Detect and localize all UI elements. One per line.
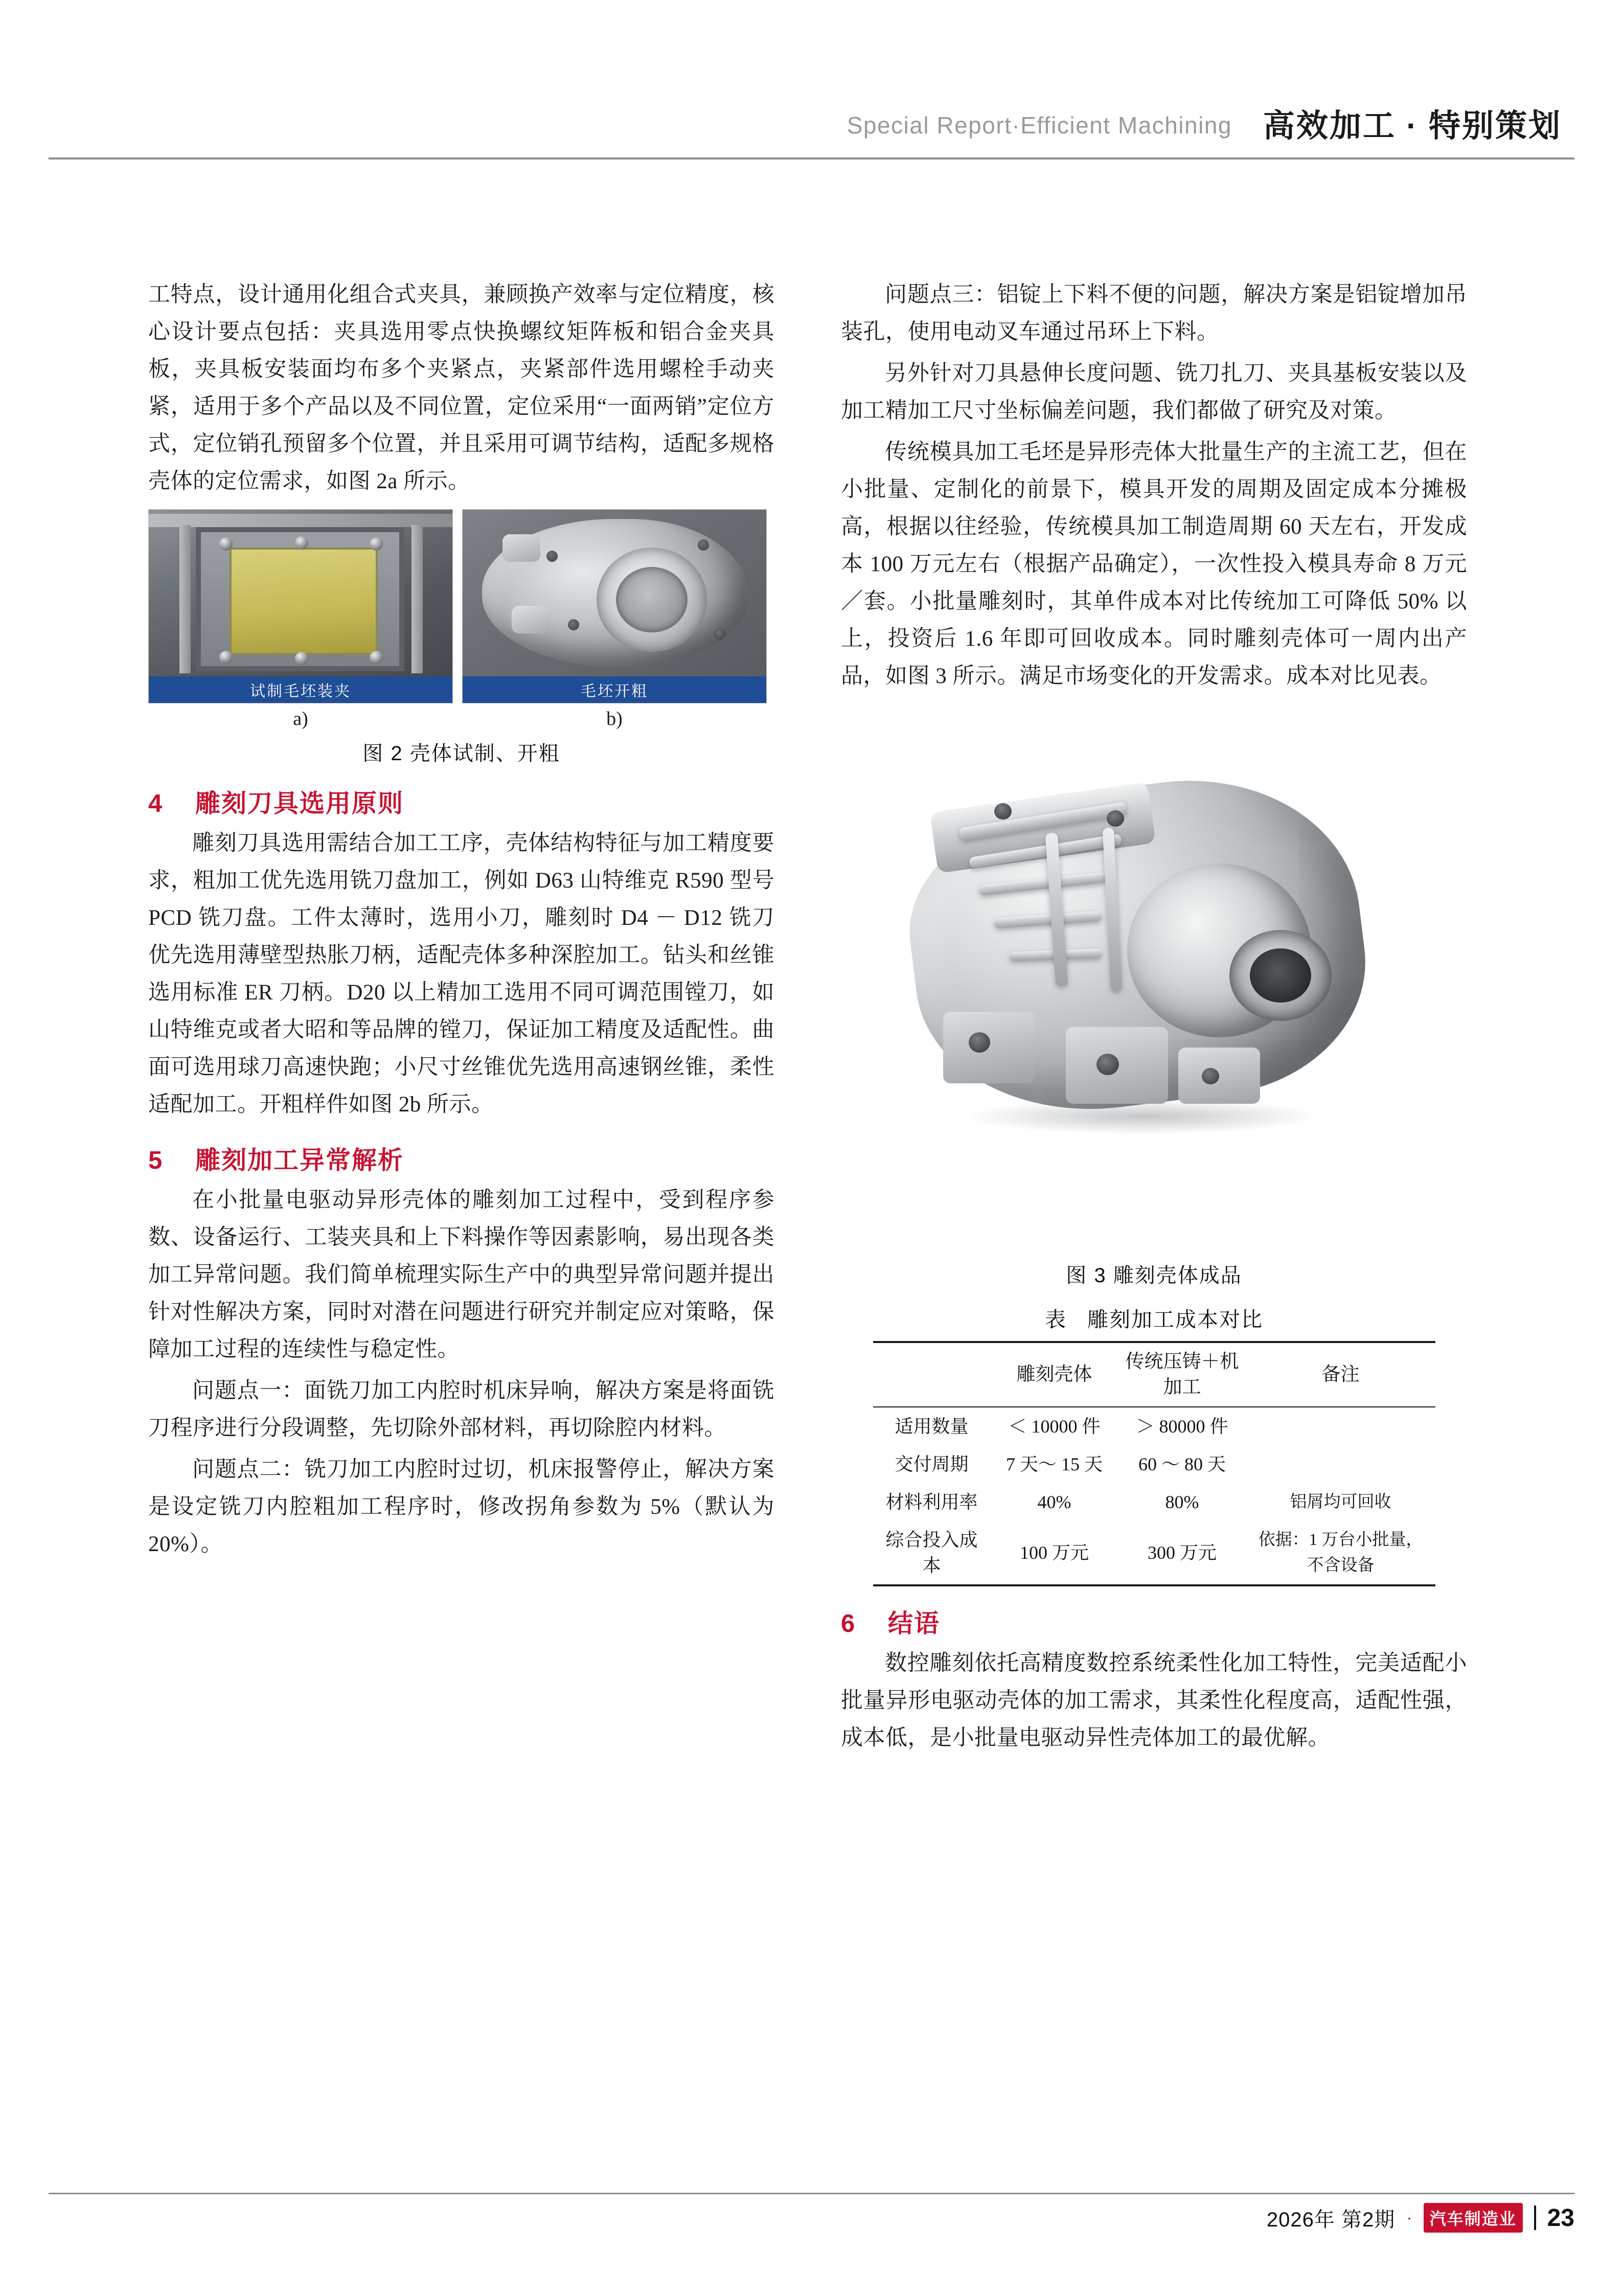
section-5-paragraph-3: 问题点二：铣刀加工内腔时过切，机床报警停止，解决方案是设定铣刀内腔粗加工程序时，修改拐角参数为 5%（默认为 20%）。 xyxy=(148,1458,774,1556)
table-label: 表 xyxy=(1045,1308,1067,1331)
footer-issue-date: 2026年 第2期 xyxy=(1266,2208,1396,2231)
table-header-row xyxy=(873,1342,1435,1407)
header-english-title: Special Report·Efficient Machining xyxy=(847,112,1232,139)
table-header-0 xyxy=(873,1342,991,1407)
right-paragraph-3: 传统模具加工毛坯是异形壳体大批量生产的主流工艺，但在小批量、定制化的前景下，模具开发的周期及固定成本分摊极高，根据以往经验，传统模具加工制造周期 60 天左右，开发成本 100 万元左右（根据产品确定），一次性投入模具寿命 8 万元／套。小批量雕刻时，其单件成本对比传统加工可降低 50% 以上，投资后 1.6 年即可回收成本。同时雕刻壳体可一周内出产品，如图 3 所示。满足市场变化的开发需求。成本对比见表。 xyxy=(841,440,1467,688)
section-4-title: 雕刻刀具选用原则 xyxy=(195,790,404,817)
figure-2 xyxy=(148,509,774,766)
section-heading-6 xyxy=(841,1604,1467,1640)
row-2-note: 铝屑均可回收 xyxy=(1290,1493,1391,1511)
figure-3 xyxy=(841,710,1467,1288)
section-4-number: 4 xyxy=(148,790,163,817)
page-header xyxy=(0,92,1623,169)
figure-2b-photo-label: 毛坯开粗 xyxy=(463,676,766,703)
row-2-label: 材料利用率 xyxy=(885,1492,978,1512)
row-0-note xyxy=(1246,1407,1435,1445)
row-0-label: 适用数量 xyxy=(895,1416,969,1437)
table-row xyxy=(873,1407,1435,1445)
table-header-1: 雕刻壳体 xyxy=(991,1342,1118,1407)
figure-2a-sublabel: a) xyxy=(293,708,308,730)
header-divider xyxy=(49,157,1574,160)
table-title-text: 雕刻加工成本对比 xyxy=(1087,1308,1263,1331)
row-2-value-1: 40% xyxy=(1037,1492,1071,1512)
section-heading-4 xyxy=(148,784,774,820)
row-3-note: 依据：1 万台小批量，不含设备 xyxy=(1246,1521,1435,1585)
section-6-number: 6 xyxy=(841,1610,855,1638)
section-6-paragraph: 数控雕刻依托高精度数控系统柔性化加工特性，完美适配小批量异形电驱动壳体的加工需求，其柔性化程度高，适配性强，成本低，是小批量电驱动异性壳体加工的最优解。 xyxy=(841,1651,1467,1750)
row-3-value-1: 100 万元 xyxy=(991,1521,1118,1585)
figure-2-caption: 图 2 壳体试制、开粗 xyxy=(362,742,560,765)
row-1-value-1: 7 天～ 15 天 xyxy=(1005,1454,1103,1474)
magazine-logo: 汽车制造业 xyxy=(1424,2203,1523,2233)
row-0-value-2: ＞ 80000 件 xyxy=(1136,1416,1228,1437)
row-1-note xyxy=(1246,1445,1435,1483)
section-heading-5 xyxy=(148,1141,774,1176)
right-paragraph-1: 问题点三：铝锭上下料不便的问题，解决方案是铝锭增加吊装孔，使用电动叉车通过吊环上下料。 xyxy=(841,283,1467,344)
figure-2b-photo xyxy=(462,509,767,703)
section-6-title: 结语 xyxy=(888,1610,941,1638)
figure-2b-sublabel: b) xyxy=(606,708,623,730)
figure-3-caption: 图 3 雕刻壳体成品 xyxy=(1066,1264,1242,1287)
row-2-value-2: 80% xyxy=(1165,1492,1199,1512)
section-4-paragraph: 雕刻刀具选用需结合加工工序，壳体结构特征与加工精度要求，粗加工优先选用铣刀盘加工，例如 D63 山特维克 R590 型号 PCD 铣刀盘。工件太薄时，选用小刀，雕刻时 D4 － D12 铣刀优先选用薄壁型热胀刀柄，适配壳体多种深腔加工。钻头和丝锥选用标准 ER 刀柄。D20 以上精加工选用不同可调范围镗刀，如山特维克或者大昭和等品牌的镗刀，保证加工精度及适配性。曲面可选用球刀高速快跑；小尺寸丝锥优先选用高速钢丝锥，柔性适配加工。开粗样件如图 2b 所示。 xyxy=(148,831,774,1117)
left-column xyxy=(148,276,774,1567)
footer-dot-icon: · xyxy=(1406,2208,1412,2227)
paragraph-continued: 工特点，设计通用化组合式夹具，兼顾换产效率与定位精度，核心设计要点包括：夹具选用零点快换螺纹矩阵板和铝合金夹具板，夹具板安装面均布多个夹紧点，夹紧部件选用螺栓手动夹紧，适用于多个产品以及不同位置，定位采用“一面两销”定位方式，定位销孔预留多个位置，并且采用可调节结构，适配多规格壳体的定位需求，如图 2a 所示。 xyxy=(148,283,774,493)
right-paragraph-2: 另外针对刀具悬伸长度问题、铣刀扎刀、夹具基板安装以及加工精加工尺寸坐标偏差问题，我们都做了研究及对策。 xyxy=(841,361,1467,423)
table-header-2: 传统压铸＋机加工 xyxy=(1118,1342,1246,1407)
table-row xyxy=(873,1445,1435,1483)
row-0-value-1: ＜ 10000 件 xyxy=(1008,1416,1101,1437)
table-title xyxy=(841,1303,1467,1333)
row-1-value-2: 60 ～ 80 天 xyxy=(1138,1454,1226,1474)
footer-divider xyxy=(49,2193,1574,2194)
section-5-paragraph-2: 问题点一：面铣刀加工内腔时机床异响，解决方案是将面铣刀程序进行分段调整，先切除外部材料，再切除腔内材料。 xyxy=(148,1379,774,1440)
section-5-paragraph-1: 在小批量电驱动异形壳体的雕刻加工过程中，受到程序参数、设备运行、工装夹具和上下料操作等因素影响，易出现各类加工异常问题。我们简单梳理实际生产中的典型异常问题并提出针对性解决方案，同时对潜在问题进行研究并制定应对策略，保障加工过程的连续性与稳定性。 xyxy=(148,1188,774,1361)
table-row xyxy=(873,1483,1435,1521)
page-footer xyxy=(49,2193,1574,2239)
section-5-title: 雕刻加工异常解析 xyxy=(195,1147,404,1174)
cost-comparison-table xyxy=(873,1341,1435,1586)
figure-3-photo xyxy=(841,710,1467,1252)
footer-separator xyxy=(1534,2206,1536,2230)
row-3-label: 综合投入成本 xyxy=(873,1521,991,1585)
row-3-value-2: 300 万元 xyxy=(1118,1521,1246,1585)
right-column xyxy=(841,276,1467,1761)
header-chinese-title: 高效加工 · 特别策划 xyxy=(1263,108,1562,144)
section-5-number: 5 xyxy=(148,1147,163,1174)
figure-2a-photo-label: 试制毛坯装夹 xyxy=(149,676,452,703)
table-row xyxy=(873,1521,1435,1585)
page-number: 23 xyxy=(1547,2204,1574,2232)
table-header-3: 备注 xyxy=(1246,1342,1435,1407)
figure-2a-photo xyxy=(148,509,453,703)
row-1-label: 交付周期 xyxy=(895,1454,969,1474)
